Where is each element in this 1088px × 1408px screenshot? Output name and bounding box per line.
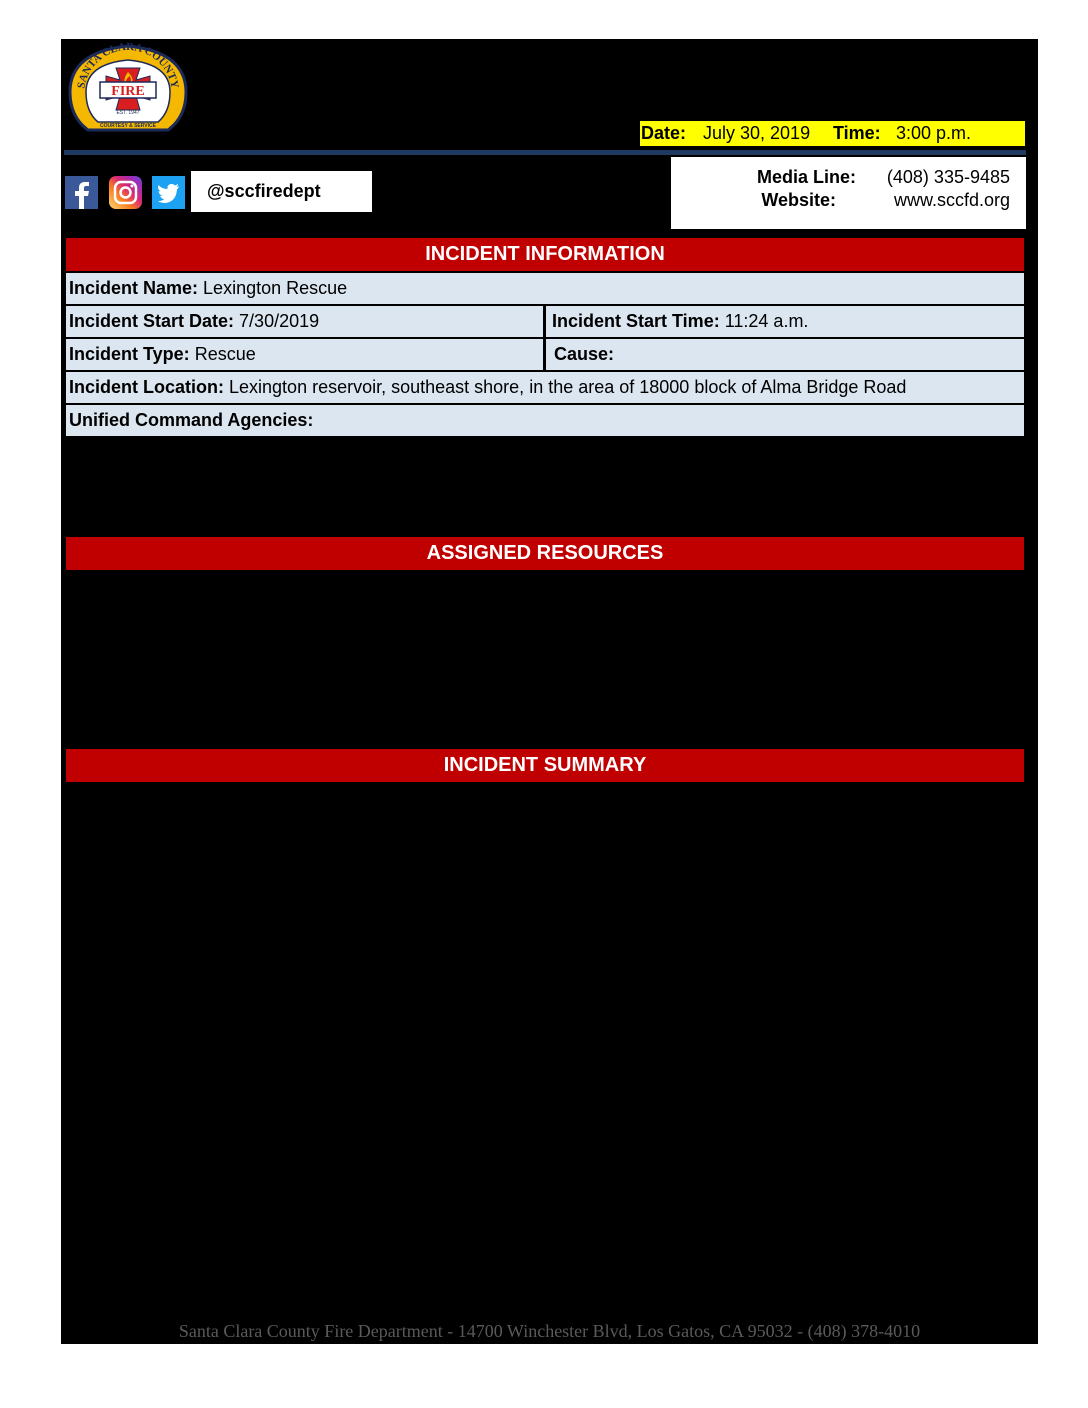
incident-start-time-label: Incident Start Time: bbox=[552, 311, 720, 331]
media-line-label: Media Line: bbox=[756, 167, 856, 187]
incident-type-label: Incident Type: bbox=[69, 344, 190, 364]
incident-name-row bbox=[66, 273, 1024, 304]
logo-est-text: EST. 1947 bbox=[116, 110, 140, 116]
social-handle[interactable]: @sccfiredept bbox=[191, 171, 372, 212]
unified-command-row bbox=[66, 405, 1024, 436]
section-incident-information: INCIDENT INFORMATION bbox=[66, 238, 1024, 271]
logo-motto-text: COURTESY & SERVICE bbox=[100, 123, 156, 129]
incident-location-label: Incident Location: bbox=[69, 377, 224, 397]
website-link[interactable]: www.sccfd.org bbox=[893, 190, 1010, 210]
facebook-icon[interactable] bbox=[65, 176, 98, 209]
header-divider bbox=[64, 150, 1026, 155]
logo-center-text: FIRE bbox=[111, 84, 145, 99]
media-line-value[interactable]: (408) 335-9485 bbox=[886, 167, 1010, 187]
instagram-icon[interactable] bbox=[109, 176, 142, 209]
section-assigned-resources: ASSIGNED RESOURCES bbox=[66, 537, 1024, 570]
twitter-icon[interactable] bbox=[152, 176, 185, 209]
incident-cause-label: Cause: bbox=[554, 344, 615, 364]
incident-location-row bbox=[66, 372, 1024, 403]
incident-start-date-value: 7/30/2019 bbox=[239, 311, 320, 331]
time-label: Time: bbox=[833, 123, 881, 143]
date-value: July 30, 2019 bbox=[703, 123, 811, 143]
incident-location-value: Lexington reservoir, southeast shore, in the area of 18000 block of Alma Bridge Road bbox=[229, 377, 907, 397]
incident-start-time-cell bbox=[546, 306, 1024, 337]
incident-start-time-value: 11:24 a.m. bbox=[724, 311, 809, 331]
incident-start-date-cell bbox=[66, 306, 543, 337]
time-value: 3:00 p.m. bbox=[896, 123, 972, 143]
incident-type-value: Rescue bbox=[194, 344, 256, 364]
incident-name-label: Incident Name: bbox=[69, 278, 199, 298]
incident-name-value: Lexington Rescue bbox=[203, 278, 348, 298]
section-incident-summary: INCIDENT SUMMARY bbox=[66, 749, 1024, 782]
sccfd-logo bbox=[66, 42, 190, 134]
logo-top-text: SANTA CLARA COUNTY bbox=[75, 42, 181, 90]
incident-type-cell bbox=[66, 339, 543, 370]
date-label: Date: bbox=[641, 123, 687, 143]
date-time-bar bbox=[640, 121, 1025, 146]
incident-start-date-label: Incident Start Date: bbox=[69, 311, 235, 331]
website-label: Website: bbox=[761, 190, 836, 210]
footer-address: Santa Clara County Fire Department - 14700 Winchester Blvd, Los Gatos, CA 95032 - (408) 378-4010 bbox=[178, 1321, 921, 1341]
unified-command-label: Unified Command Agencies: bbox=[69, 410, 314, 430]
contact-box bbox=[671, 157, 1026, 229]
document-background bbox=[61, 39, 1038, 1344]
incident-cause-cell bbox=[546, 339, 1024, 370]
